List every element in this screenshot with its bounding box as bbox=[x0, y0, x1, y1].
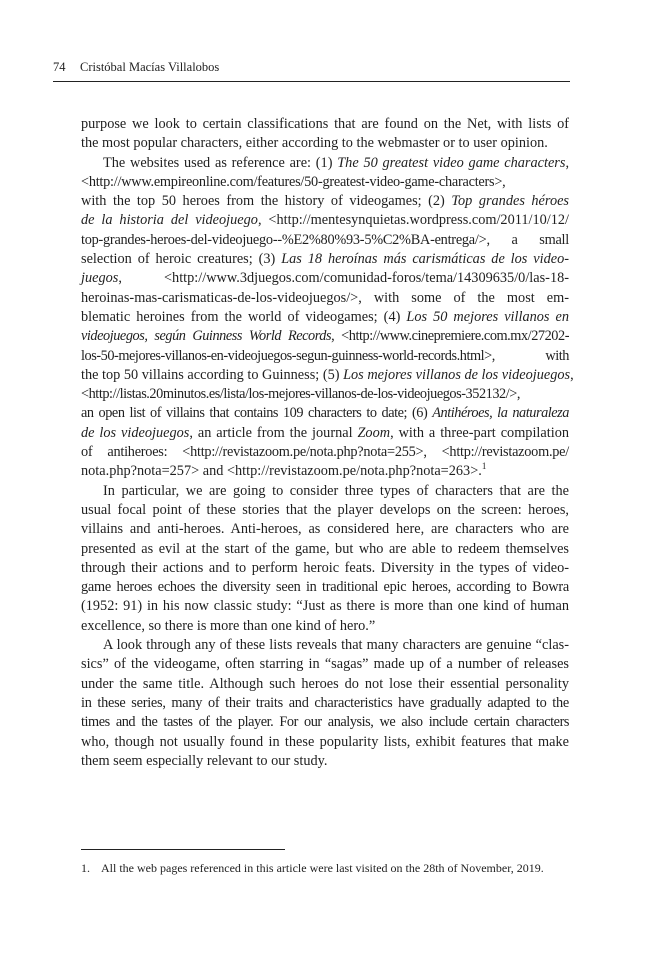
text-line bbox=[81, 404, 569, 423]
paragraph-1 bbox=[81, 115, 569, 154]
text-line bbox=[81, 462, 569, 481]
page-number: 74 bbox=[53, 60, 66, 74]
text-span: an open list of villains that contains 109 characters to date; (6) bbox=[81, 405, 433, 422]
text-line: them seem especially relevant to our study. bbox=[81, 752, 328, 769]
text-line bbox=[81, 308, 569, 327]
text-span: , an article from the journal bbox=[189, 424, 358, 441]
text-line: In particular, we are going to consider three types of characters that are the bbox=[103, 482, 569, 499]
url-text: nota.php?nota=257> and <http://revistazoom.pe/nota.php?nota=263>. bbox=[81, 463, 482, 480]
paragraph-4 bbox=[81, 636, 569, 771]
footnote-text: All the web pages referenced in this article were last visited on the 28th of November, 2019. bbox=[101, 861, 544, 875]
url-text: , <http://www.cinepremiere.com.mx/27202- bbox=[331, 328, 570, 345]
body-text bbox=[81, 115, 574, 771]
footnote-reference[interactable]: 1 bbox=[481, 461, 487, 472]
work-title: videojuegos, según Guinness World Records bbox=[81, 328, 332, 345]
text-line bbox=[81, 250, 569, 269]
text-line bbox=[81, 443, 569, 462]
text-line: villains and anti-heroes. Anti-heroes, as considered here, are characters who are bbox=[81, 521, 569, 538]
url-text: <http://www.empireonline.com/features/50-greatest-video-game-characters>, bbox=[81, 173, 506, 190]
url-text: , <http://www.3djuegos.com/comunidad-foros/tema/14309635/0/las-18- bbox=[118, 270, 569, 287]
text-line bbox=[81, 231, 569, 250]
journal-title: Zoom bbox=[357, 424, 391, 441]
paragraph-3 bbox=[81, 482, 569, 636]
paragraph-2 bbox=[81, 154, 574, 482]
text-line bbox=[81, 211, 569, 230]
text-line: excellence, so there is more than one kind of hero.” bbox=[81, 617, 376, 634]
text-line bbox=[81, 269, 569, 288]
text-line: A look through any of these lists reveals that many characters are genuine “clas- bbox=[103, 637, 569, 654]
running-header bbox=[53, 58, 570, 76]
url-text: of antiheroes: <http://revistazoom.pe/nota.php?nota=255>, <http://revistazoom.pe/ bbox=[81, 444, 569, 461]
url-text: top-grandes-heroes-del-videojuego--%E2%80%93-5%C2%BA-entrega/>, a small bbox=[81, 231, 569, 248]
text-line: presented as evil at the start of the game, but who are able to redeem themselves bbox=[81, 540, 569, 557]
text-line bbox=[81, 154, 569, 173]
text-span: the top 50 villains according to Guinness; (5) bbox=[81, 366, 344, 383]
text-line bbox=[81, 192, 569, 211]
text-line: who, though not usually found in these popularity lists, exhibit features that make bbox=[81, 733, 569, 750]
footnote-rule bbox=[81, 849, 285, 850]
text-span: The websites used as reference are: (1) bbox=[103, 154, 338, 171]
text-line bbox=[81, 173, 569, 192]
work-title: juegos bbox=[81, 270, 119, 287]
text-line bbox=[81, 289, 569, 308]
text-span: blematic heroines from the world of videogames; (4) bbox=[81, 308, 407, 325]
work-title: Antihéroes, la naturaleza bbox=[432, 405, 569, 422]
text-line: through their actions and to perform heroic feats. Diversity in the types of video- bbox=[81, 559, 569, 576]
work-title: Los mejores villanos de los videojuegos bbox=[343, 366, 571, 383]
url-text: los-50-mejores-villanos-en-videojuegos-segun-guinness-world-records.html>, with bbox=[81, 347, 569, 364]
text-span: , bbox=[570, 366, 574, 383]
text-line bbox=[81, 327, 569, 346]
work-title: Top grandes héroes bbox=[451, 193, 569, 210]
work-title: Las 18 heroínas más carismáticas de los video- bbox=[281, 251, 569, 268]
text-line: purpose we look to certain classifications that are found on the Net, with lists of bbox=[81, 116, 569, 132]
work-title: de los videojuegos bbox=[81, 424, 190, 441]
work-title: Los 50 mejores villanos en bbox=[406, 308, 569, 325]
footnote-number: 1. bbox=[81, 861, 90, 875]
text-span: with the top 50 heroes from the history of videogames; (2) bbox=[81, 193, 452, 210]
header-rule bbox=[53, 81, 570, 82]
footnote bbox=[81, 860, 571, 877]
text-line bbox=[81, 424, 569, 443]
text-line: times and the tastes of the player. For our analysis, we also include certain characters bbox=[81, 714, 569, 731]
url-text: heroinas-mas-carismaticas-de-los-videojuegos/>, with some of the most em- bbox=[81, 289, 569, 306]
text-span: , with a three-part compilation bbox=[390, 424, 569, 441]
text-line: sics” of the videogame, often starring in “sagas” made up of a number of releases bbox=[81, 656, 569, 673]
text-line: game heroes echoes the diversity seen in traditional epic heroes, according to Bowra bbox=[81, 579, 569, 596]
work-title: de la historia del videojuego bbox=[81, 212, 258, 229]
text-line: usual focal point of these stories that the player develops on the screen: heroes, bbox=[81, 501, 569, 518]
url-text: , <http://mentesynquietas.wordpress.com/2011/10/12/ bbox=[257, 212, 570, 229]
url-text: <http://listas.20minutos.es/lista/los-mejores-villanos-de-los-videojuegos-352132/>, bbox=[81, 386, 521, 403]
text-line: in these series, many of their traits and characteristics have gradually adapted to the bbox=[81, 694, 569, 711]
text-line: (1952: 91) in his now classic study: “Just as there is more than one kind of human bbox=[81, 598, 569, 615]
text-span: selection of heroic creatures; (3) bbox=[81, 251, 282, 268]
text-line: the most popular characters, either according to the webmaster or to user opinion. bbox=[81, 135, 548, 152]
running-title: Cristóbal Macías Villalobos bbox=[80, 60, 220, 74]
text-line bbox=[81, 385, 569, 404]
text-line bbox=[81, 347, 569, 366]
text-line bbox=[81, 366, 574, 385]
work-title: The 50 greatest video game characters bbox=[337, 154, 566, 171]
text-span: , bbox=[565, 154, 570, 171]
text-line: under the same title. Although such heroes do not lose their essential personality bbox=[81, 675, 569, 692]
